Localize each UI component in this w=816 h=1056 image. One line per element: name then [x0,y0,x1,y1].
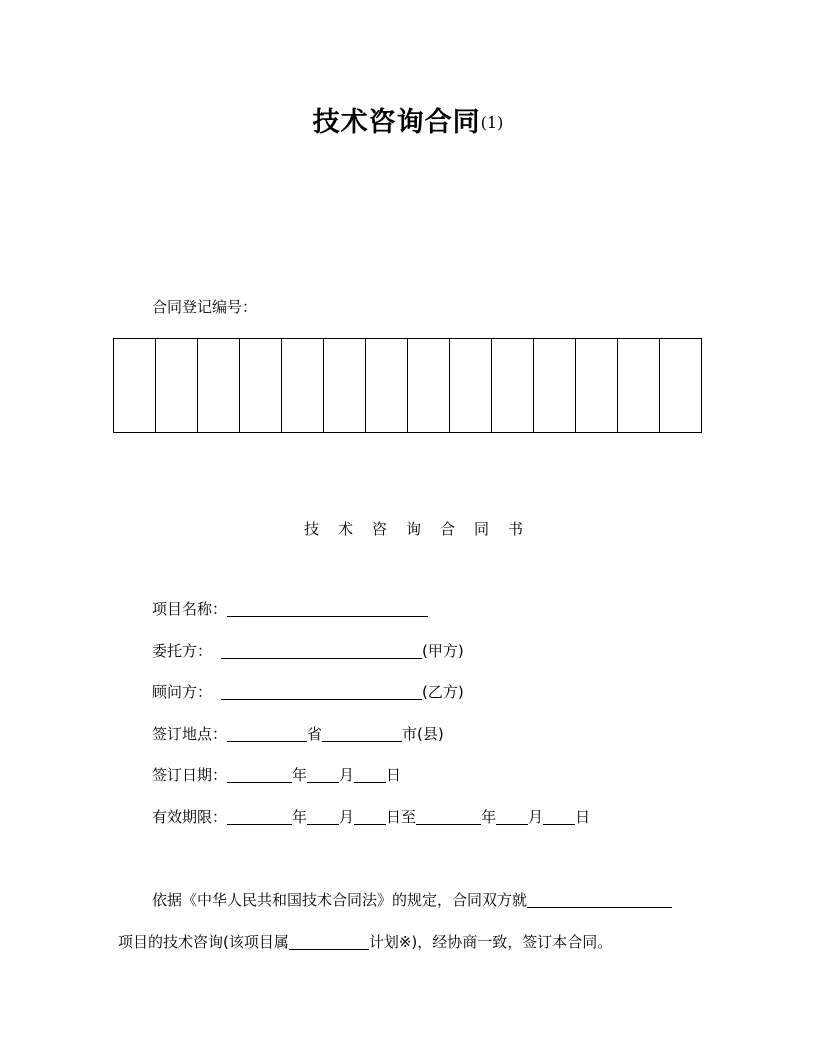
body-paragraph-line2 [118,933,612,951]
consultant-row [152,683,464,701]
registration-box[interactable] [156,339,198,433]
title-suffix: (1) [480,113,504,132]
month-text: 月 [339,766,355,784]
para1-text: 依据《中华人民共和国技术合同法》的规定，合同双方就 [152,891,528,909]
validity-row [152,808,590,826]
end-year-blank[interactable] [416,808,481,825]
registration-label: 合同登记编号： [152,298,258,316]
registration-box[interactable] [534,339,576,433]
project-name-row [152,600,428,618]
signing-year-blank[interactable] [227,766,292,783]
end-month-blank[interactable] [496,808,528,825]
signing-date-row [152,766,401,784]
signing-place-row [152,725,444,743]
project-name-blank[interactable] [227,600,428,617]
year-text: 年 [292,766,308,784]
city-blank[interactable] [322,725,402,742]
province-blank[interactable] [227,725,307,742]
para2-end: 计划※)，经协商一致，签订本合同。 [368,933,613,951]
signing-date-label: 签订日期： [152,766,228,784]
registration-box[interactable] [366,339,408,433]
body-paragraph-line1 [152,891,672,909]
city-text: 市(县) [402,725,444,743]
client-suffix: (甲方) [422,642,464,660]
signing-day-blank[interactable] [354,766,386,783]
document-title [0,100,816,139]
year-text: 年 [481,808,497,826]
consultant-suffix: (乙方) [422,683,464,701]
province-text: 省 [307,725,323,743]
registration-box[interactable] [324,339,366,433]
signing-month-blank[interactable] [307,766,339,783]
start-year-blank[interactable] [227,808,292,825]
registration-box[interactable] [114,339,156,433]
registration-number-boxes [113,338,702,433]
day-text: 日 [386,766,402,784]
registration-box[interactable] [198,339,240,433]
validity-label: 有效期限： [152,808,228,826]
project-subject-blank[interactable] [527,891,672,908]
signing-place-label: 签订地点： [152,725,228,743]
registration-box[interactable] [660,339,702,433]
registration-box[interactable] [282,339,324,433]
month-text: 月 [528,808,544,826]
plan-type-blank[interactable] [289,933,369,950]
project-name-label: 项目名称： [152,600,228,618]
consultant-label: 顾问方： [152,683,213,701]
start-month-blank[interactable] [307,808,339,825]
para2-start: 项目的技术咨询(该项目属 [118,933,289,951]
start-day-blank[interactable] [354,808,386,825]
registration-box[interactable] [492,339,534,433]
consultant-blank[interactable] [221,683,422,700]
until-text: 日至 [386,808,417,826]
client-label: 委托方： [152,642,213,660]
year-text: 年 [292,808,308,826]
client-row [152,642,464,660]
end-day-blank[interactable] [543,808,575,825]
title-main: 技术咨询合同 [312,107,481,138]
registration-box[interactable] [408,339,450,433]
registration-box[interactable] [450,339,492,433]
registration-box[interactable] [576,339,618,433]
registration-box[interactable] [618,339,660,433]
month-text: 月 [339,808,355,826]
client-blank[interactable] [221,642,422,659]
document-subtitle: 技术咨询合同书 [304,520,543,538]
day-text: 日 [575,808,591,826]
registration-box[interactable] [240,339,282,433]
